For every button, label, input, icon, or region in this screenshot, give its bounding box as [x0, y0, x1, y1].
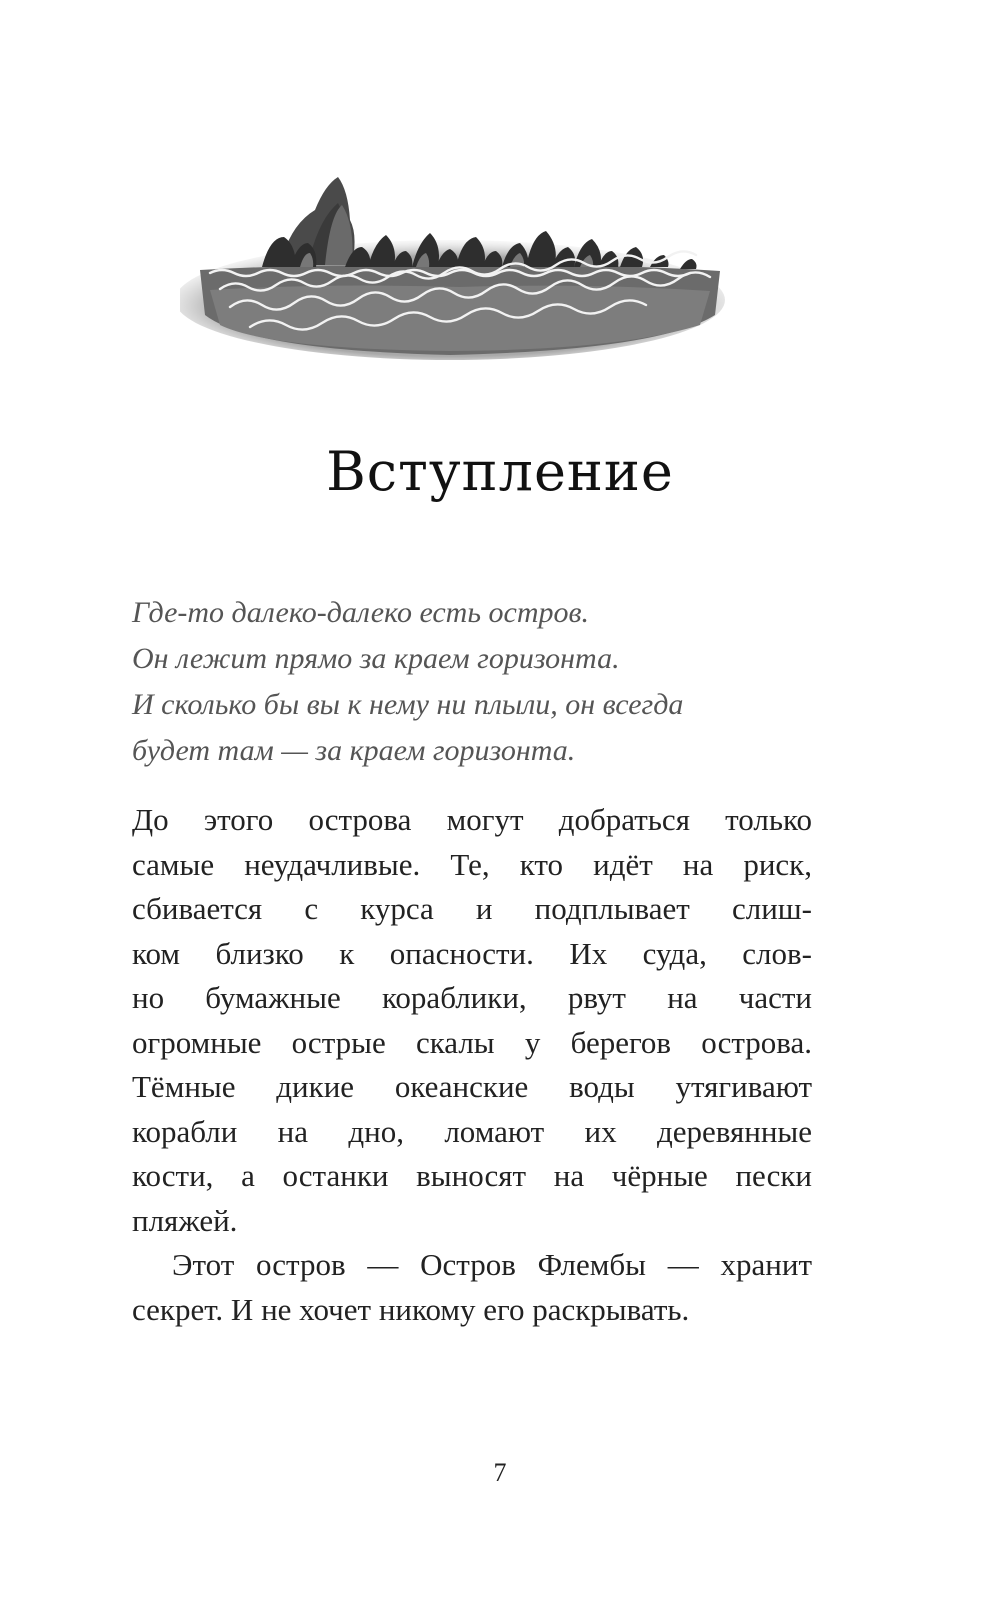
epigraph — [132, 590, 852, 774]
text-line: но бумажные кораблики, рвут на части — [132, 980, 812, 1015]
text-line: ком близко к опасности. Их суда, слов- — [132, 935, 812, 971]
text-line: Тёмные дикие океанские воды утягивают — [132, 1069, 812, 1104]
page-number: 7 — [493, 1458, 507, 1487]
epigraph-line: Где-то далеко-далеко есть остров. — [132, 596, 590, 629]
text-line: секрет. И не хочет никому его раскрывать. — [132, 1291, 690, 1327]
text-line: Этот остров — Остров Флембы — хранит — [172, 1247, 812, 1282]
text-line: До этого острова могут добраться только — [132, 802, 812, 837]
epigraph-line: будет там — за краем горизонта. — [132, 734, 576, 767]
text-line: самые неудачливые. Те, кто идёт на риск, — [132, 846, 812, 882]
body-text — [132, 798, 812, 1332]
chapter-title — [0, 440, 1000, 503]
island-on-waves-illustration — [180, 165, 740, 375]
text-line: пляжей. — [132, 1202, 238, 1238]
paragraph-2 — [132, 1243, 812, 1332]
paragraph-1 — [132, 798, 812, 1243]
chapter-title-text: Вступление — [326, 440, 674, 503]
text-line: кости, а останки выносят на чёрные пески — [132, 1158, 812, 1193]
text-line: корабли на дно, ломают их деревянные — [132, 1113, 812, 1149]
text-line: огромные острые скалы у берегов острова. — [132, 1024, 812, 1060]
epigraph-line: Он лежит прямо за краем горизонта. — [132, 642, 620, 675]
text-line: сбивается с курса и подплывает слиш- — [132, 891, 812, 926]
epigraph-line: И сколько бы вы к нему ни плыли, он всегда — [132, 688, 684, 721]
